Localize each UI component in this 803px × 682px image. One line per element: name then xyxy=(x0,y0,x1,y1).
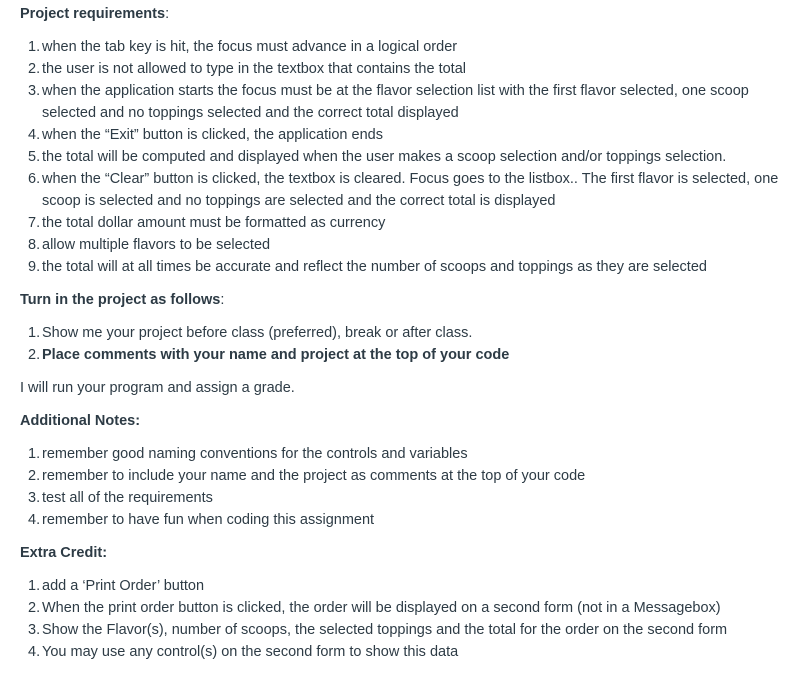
extra-credit-heading: Extra Credit: xyxy=(20,545,108,561)
list-item: 1. add a ‘Print Order’ button xyxy=(28,578,205,594)
list-item: 4. when the “Exit” button is clicked, the application ends xyxy=(28,127,383,143)
extra-credit-list xyxy=(20,575,795,663)
list-item: 1. remember good naming conventions for the controls and variables xyxy=(28,446,468,462)
list-item: 7. the total dollar amount must be formatted as currency xyxy=(28,215,386,231)
list-item: 8. allow multiple flavors to be selected xyxy=(28,237,271,253)
list-item: 2. When the print order button is clicked, the order will be displayed on a second form (not in a Messagebox) xyxy=(28,600,721,616)
list-item: 2. the user is not allowed to type in the textbox that contains the total xyxy=(28,61,466,77)
list-item: 3. test all of the requirements xyxy=(28,490,213,506)
grade-note: I will run your program and assign a grade. xyxy=(20,380,295,396)
list-item: 2. remember to include your name and the project as comments at the top of your code xyxy=(28,468,586,484)
project-requirements-list xyxy=(20,36,795,278)
list-item: 1. when the tab key is hit, the focus must advance in a logical order xyxy=(28,39,458,55)
list-item: 6. when the “Clear” button is clicked, the textbox is cleared. Focus goes to the listbox.. The first flavor is selected, one scoop is selected and no toppings are selected and the correct total is displayed xyxy=(28,171,779,209)
additional-notes-heading: Additional Notes: xyxy=(20,413,141,429)
list-item: 2. Place comments with your name and project at the top of your code xyxy=(28,347,510,363)
list-item: 9. the total will at all times be accurate and reflect the number of scoops and toppings as they are selected xyxy=(28,259,707,275)
list-item: 3. when the application starts the focus must be at the flavor selection list with the first flavor selected, one scoop selected and no toppings selected and the correct total displayed xyxy=(28,83,749,121)
list-item: 4. remember to have fun when coding this assignment xyxy=(28,512,375,528)
turn-in-list xyxy=(20,322,795,366)
list-item: 1. Show me your project before class (preferred), break or after class. xyxy=(28,325,473,341)
list-item: 3. Show the Flavor(s), number of scoops, the selected toppings and the total for the order on the second form xyxy=(28,622,728,638)
turn-in-heading: Turn in the project as follows: xyxy=(20,292,225,308)
additional-notes-list xyxy=(20,443,795,531)
project-requirements-heading: Project requirements: xyxy=(20,6,170,22)
list-item: 4. You may use any control(s) on the second form to show this data xyxy=(28,644,459,660)
list-item: 5. the total will be computed and displayed when the user makes a scoop selection and/or toppings selection. xyxy=(28,149,727,165)
